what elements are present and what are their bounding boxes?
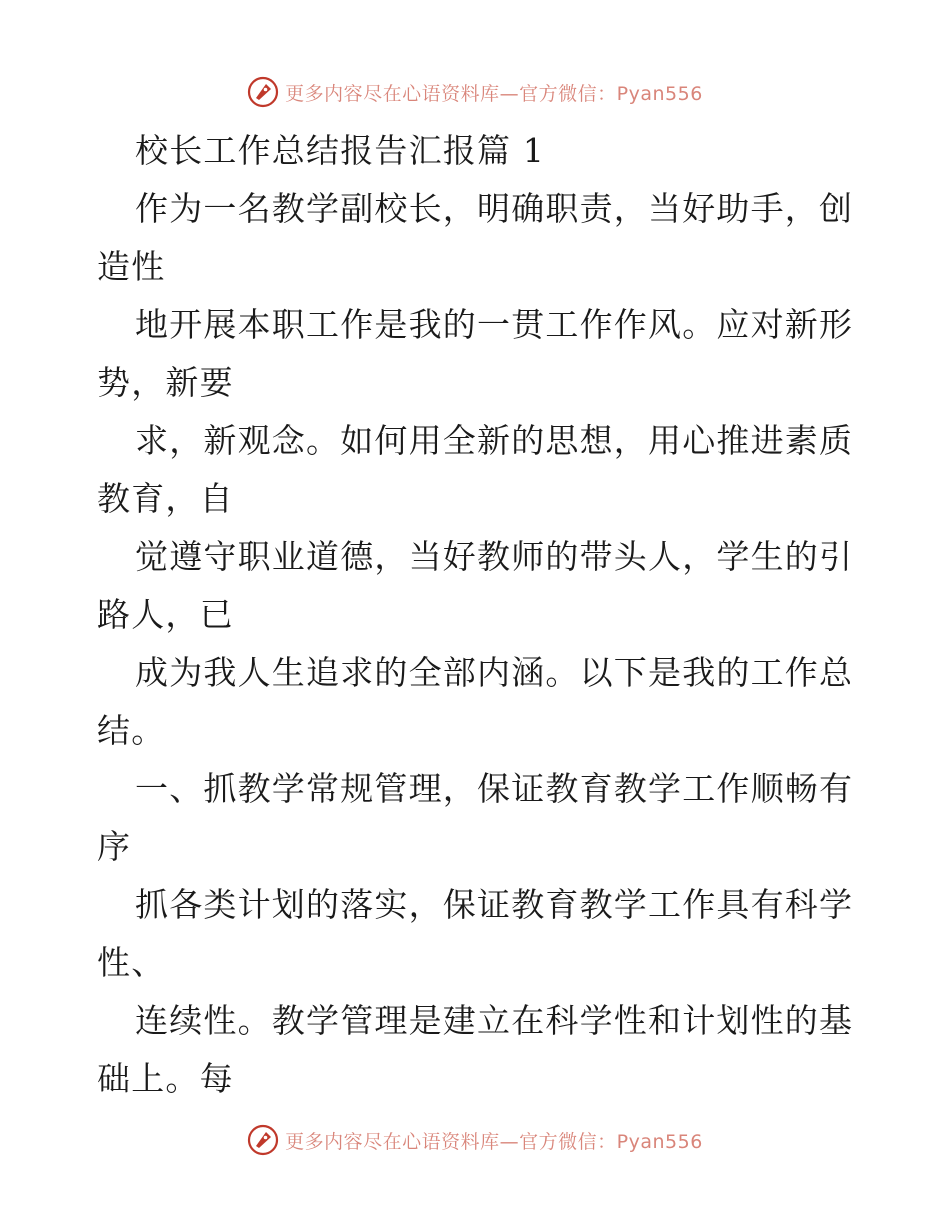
- doc-line-heading: 一、抓教学常规管理，保证教育教学工作顺畅有: [135, 769, 854, 808]
- watermark-text: 更多内容尽在心语资料库—官方微信：Pyan556: [285, 1130, 703, 1153]
- doc-line: 序: [97, 827, 132, 866]
- doc-line: 地开展本职工作是我的一贯工作作风。应对新形: [135, 305, 854, 344]
- doc-line: 造性: [97, 247, 166, 286]
- doc-line: 连续性。教学管理是建立在科学性和计划性的基: [135, 1001, 854, 1040]
- footer-watermark: [0, 1120, 950, 1160]
- header-watermark: [0, 72, 950, 112]
- doc-line: 路人，已: [97, 595, 234, 634]
- doc-line-title: 校长工作总结报告汇报篇 1: [135, 131, 546, 170]
- doc-line: 成为我人生追求的全部内涵。以下是我的工作总: [135, 653, 854, 692]
- doc-line: 教育，自: [97, 479, 234, 518]
- doc-line: 础上。每: [97, 1059, 234, 1098]
- document-body: [97, 122, 857, 1108]
- pen-nib-logo-icon: [247, 1124, 279, 1156]
- doc-line: 作为一名教学副校长，明确职责，当好助手，创: [135, 189, 854, 228]
- doc-line: 性、: [97, 943, 166, 982]
- watermark-text: 更多内容尽在心语资料库—官方微信：Pyan556: [285, 82, 703, 105]
- doc-line: 势，新要: [97, 363, 234, 402]
- doc-line: 求，新观念。如何用全新的思想，用心推进素质: [135, 421, 854, 460]
- doc-line: 结。: [97, 711, 166, 750]
- doc-line: 抓各类计划的落实，保证教育教学工作具有科学: [135, 885, 854, 924]
- doc-line: 觉遵守职业道德，当好教师的带头人，学生的引: [135, 537, 854, 576]
- pen-nib-logo-icon: [247, 76, 279, 108]
